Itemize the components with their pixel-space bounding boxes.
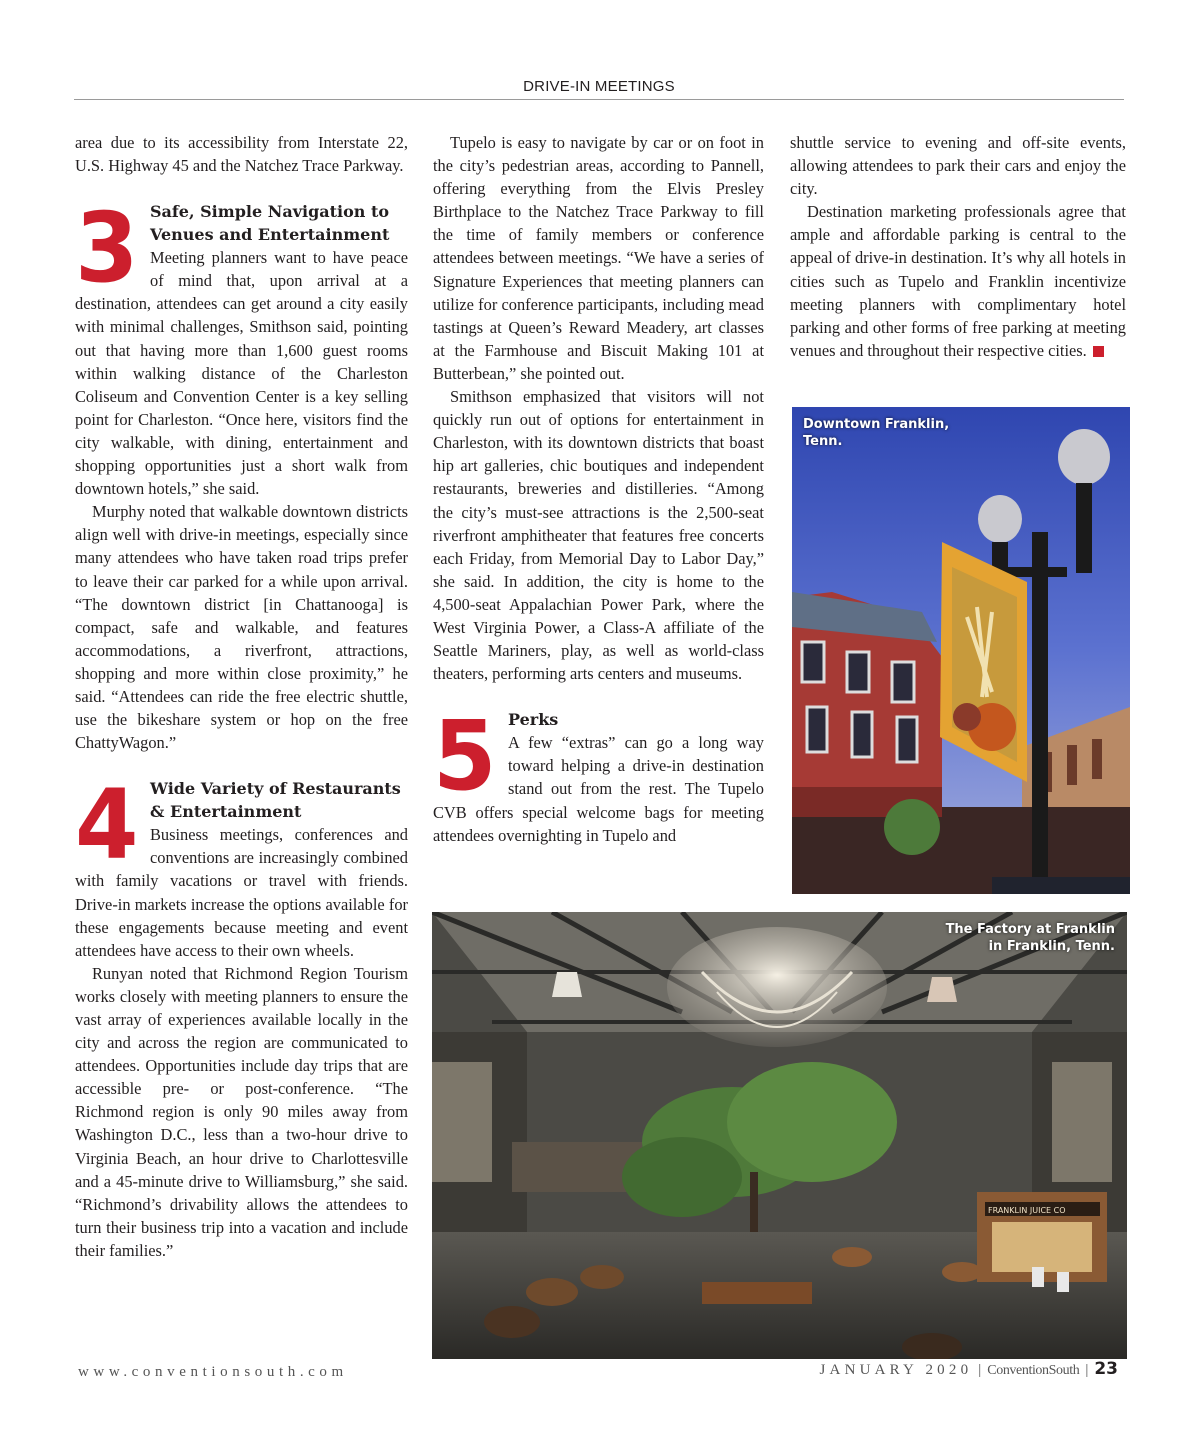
section-3-paragraph-1: Meeting planners want to have peace of mind that, upon arrival at a destination, attendees can get around a city easily with minimal challenges, Smithson said, pointing out that having more than 1,600 guest rooms within walking distance of the Charleston Coliseum and Convention Center is a key selling point for Charleston. “Once here, visitors find the city walkable, with dining, entertainment and shopping opportunities just a short walk from downtown hotels,” she said. [75,248,408,499]
section-number-5: 5 [433,700,497,813]
footer-separator: | [978,1362,982,1378]
section-3-title-line-2: Venues and Entertainment [150,225,390,245]
intro-paragraph: area due to its accessibility from Interstate 22, U.S. Highway 45 and the Natchez Trace Parkway. [75,133,408,176]
tupelo-paragraph: Tupelo is easy to navigate by car or on foot in the city’s pedestrian areas, according to Pannell, offering everything from the Elvis Presley Birthplace to the Natchez Trace Parkway to fill the time of family members or conference attendees between meetings. “We have a series of Signature Experiences that meeting planners can utilize for conference participants, including mead tastings at Queen’s Reward Meadery, art classes at the Farmhouse and Biscuit Making 101 at Butterbean,” she pointed out. [433,133,764,383]
factory-at-franklin-photo [432,912,1127,1359]
section-number-3: 3 [75,192,139,305]
charleston-paragraph: Smithson emphasized that visitors will not quickly run out of options for entertainment in Charleston, with its downtown districts that boast hip art galleries, chic boutiques and independent restaurants, breweries and distilleries. “Among the city’s must-see attractions is the 2,500-seat riverfront amphitheater that features free concerts each Friday, from Memorial Day to Labor Day,” she said. In addition, the city is home to the 4,500-seat Appalachian Power Park, where the West Virginia Power, a Class-A affiliate of the Seattle Mariners, play, as well as world-class theaters, performing arts centers and museums. [433,387,764,684]
section-5-paragraph: A few “extras” can go a long way toward helping a drive-in destination stand out from the rest. The Tupelo CVB offers special welcome bags for meeting attendees overnighting in Tupelo and [433,733,764,845]
downtown-franklin-photo [792,407,1130,894]
factory-caption-line-2: in Franklin, Tenn. [988,939,1115,954]
factory-caption-line-1: The Factory at Franklin [945,922,1115,937]
section-header: DRIVE-IN MEETINGS [523,78,675,95]
section-3-paragraph-2: Murphy noted that walkable downtown districts align well with drive-in meetings, especially since many attendees who have taken road trips prefer to leave their car parked for a while upon arrival. “The downtown district [in Chattanooga] is compact, safe and walkable, and features accommodations, a riverfront, attractions, shopping and more within close proximity,” he said. “Attendees can ride the free electric shuttle, use the bikeshare system or hop on the free ChattyWagon.” [75,502,408,753]
issue-date: JANUARY 2020 [819,1362,973,1378]
downtown-franklin-illustration [792,407,1130,894]
section-4-paragraph-1: Business meetings, conferences and conventions are increasingly combined with family vacations or travel with friends. Drive-in markets increase the options available for these engagements because meeting and event attendees have access to their own wheels. [75,825,408,960]
factory-sign-text: FRANKLIN JUICE CO [988,1206,1066,1215]
downtown-franklin-caption-line-1: Downtown Franklin, [803,417,950,432]
parking-paragraph [790,200,1126,362]
section-number-4: 4 [75,769,139,882]
footer-separator: | [1085,1362,1089,1378]
end-of-article-mark [1093,346,1104,357]
section-4-title-line-2: & Entertainment [150,802,302,822]
downtown-franklin-caption [803,416,983,450]
section-5-title: Perks [508,710,559,730]
column-2 [433,131,764,847]
page-number: 23 [1094,1359,1118,1379]
shuttle-paragraph: shuttle service to evening and off-site events, allowing attendees to park their cars and enjoy the city. [790,133,1126,199]
section-3-title-line-1: Safe, Simple Navigation to [150,202,390,222]
header-rule [74,99,1124,100]
section-4-title-line-1: Wide Variety of Restaurants [150,779,401,799]
downtown-franklin-caption-line-2: Tenn. [803,434,843,449]
footer-website: www.conventionsouth.com [78,1364,348,1380]
column-1 [75,131,408,1262]
factory-caption [875,921,1115,955]
column-3 [790,131,1126,362]
magazine-brand: ConventionSouth [987,1363,1080,1378]
section-4-paragraph-2: Runyan noted that Richmond Region Tourism works closely with meeting planners to ensure the vast array of experiences available locally in the city and across the region are communicated to attendees. Opportunities include day trips that are accessible pre- or post-conference. “The Richmond region is only 90 miles away from Washington D.C., less than a two-hour drive to Virginia Beach, an hour drive to Charlottesville and a 45-minute drive to Williamsburg,” she said. “Richmond’s drivability allows the attendees to turn their business trip into a vacation and include their families.” [75,963,408,1260]
footer-folio [820,1359,1119,1379]
parking-paragraph-text: Destination marketing professionals agree that ample and affordable parking is central to the appeal of drive-in destination. It’s why all hotels in cities such as Tupelo and Franklin incentivize meeting planners with complimentary hotel parking and other forms of free parking at meeting venues and throughout their respective cities. [790,202,1126,360]
factory-interior-illustration [432,912,1127,1359]
